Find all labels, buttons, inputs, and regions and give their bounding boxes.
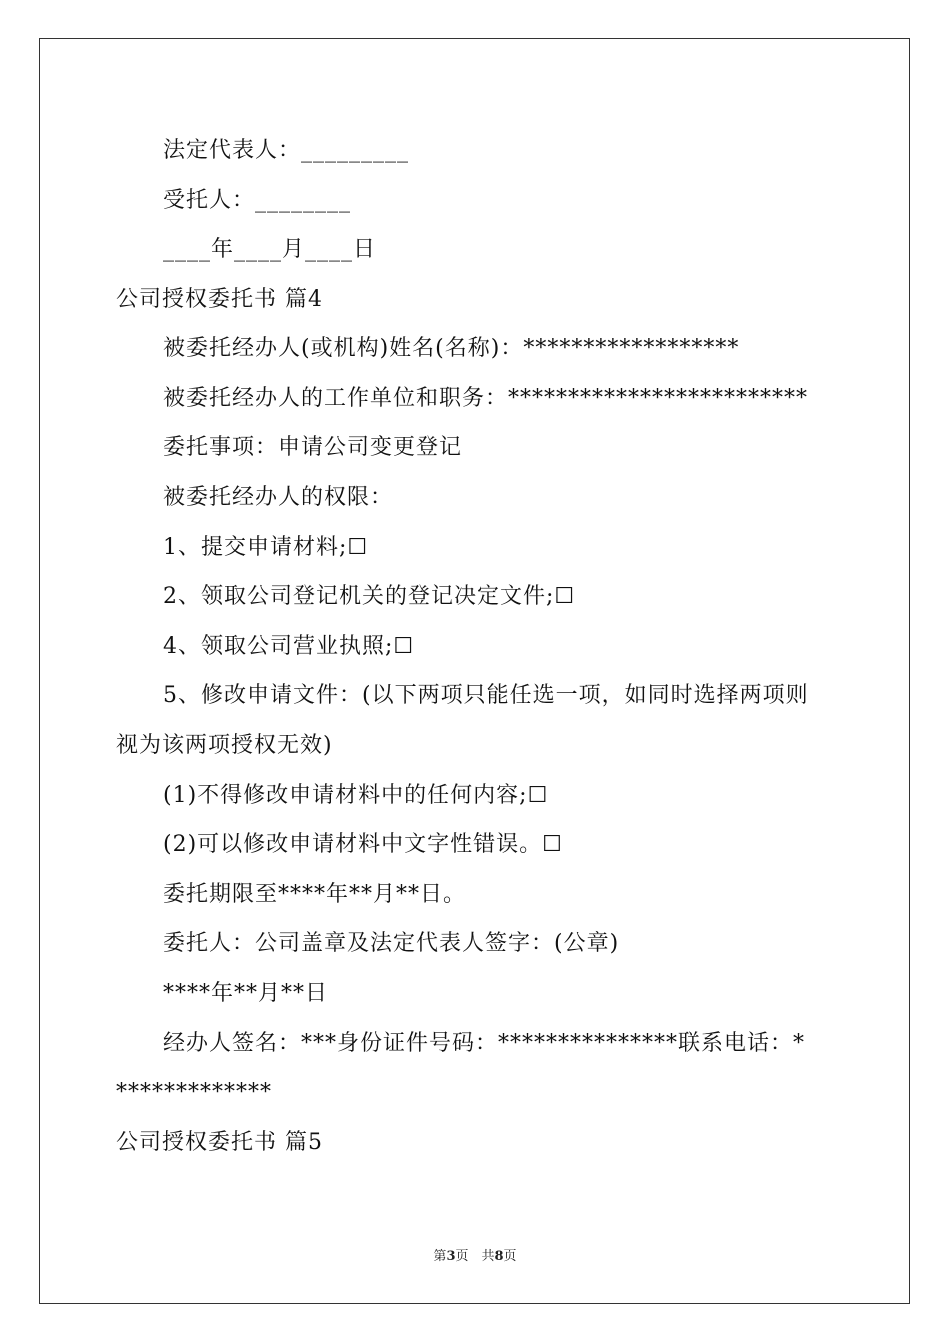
authority-item-5-continued: 视为该两项授权无效) (116, 733, 333, 758)
page-prefix: 第 (433, 1249, 447, 1264)
agent-name-line: 被委托经办人(或机构)姓名(名称)：****************** (163, 336, 740, 361)
date-line: ____年____月____日 (163, 237, 377, 262)
authority-item-1: 1、提交申请材料;☐ (163, 535, 369, 560)
section-heading-4: 公司授权委托书 篇4 (116, 287, 323, 312)
authority-item-2: 2、领取公司登记机关的登记决定文件;☐ (163, 584, 576, 609)
legal-representative-line: 法定代表人：_________ (163, 138, 410, 163)
agent-authority-heading: 被委托经办人的权限： (163, 485, 394, 510)
page-footer (0, 1248, 950, 1266)
option-1-line: (1)不得修改申请材料中的任何内容;☐ (163, 783, 549, 808)
option-2-line: (2)可以修改申请材料中文字性错误。☐ (163, 832, 563, 857)
signature-date-line: ****年**月**日 (163, 981, 329, 1006)
page-middle: 页 共 (455, 1249, 495, 1264)
agent-employer-line: 被委托经办人的工作单位和职务：************************* (163, 386, 809, 411)
entrustment-period-line: 委托期限至****年**月**日。 (163, 882, 467, 907)
authority-item-5: 5、修改申请文件：(以下两项只能任选一项，如同时选择两项则 (163, 683, 809, 708)
section-heading-5: 公司授权委托书 篇5 (116, 1130, 323, 1155)
agent-signature-line-continued: ************* (116, 1080, 272, 1105)
authority-item-4: 4、领取公司营业执照;☐ (163, 634, 415, 659)
entrusted-matter-line: 委托事项：申请公司变更登记 (163, 435, 463, 460)
agent-signature-line: 经办人签名：***身份证件号码：***************联系电话：* (163, 1031, 806, 1056)
page-total: 8 (494, 1249, 504, 1264)
principal-signature-line: 委托人：公司盖章及法定代表人签字：(公章) (163, 931, 620, 956)
page-suffix: 页 (503, 1249, 517, 1264)
page-current: 3 (446, 1249, 456, 1264)
page-border (39, 38, 910, 1304)
trustee-line: 受托人：________ (163, 188, 352, 213)
